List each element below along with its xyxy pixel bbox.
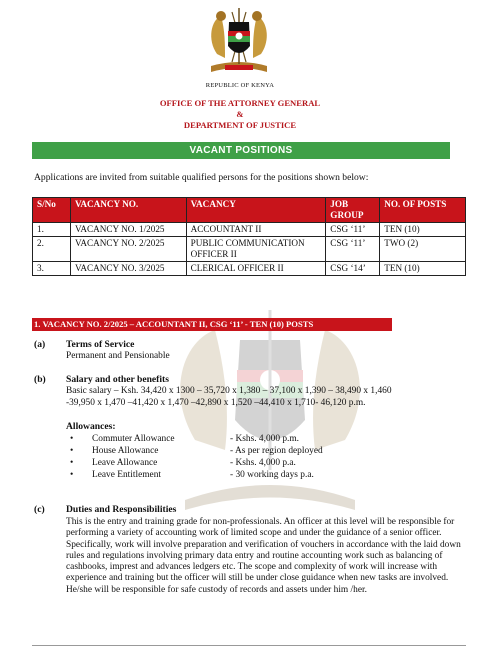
cell-posts: TEN (10) [380,262,466,276]
table-row [33,237,466,262]
salary-line-1: Basic salary – Ksh. 34,420 x 1300 – 35,720 x 1,380 – 37,100 x 1,390 – 38,490 x 1,460 [66,386,392,396]
terms-text: Permanent and Pensionable [66,351,170,361]
cell-vacancy: PUBLIC COMMUNICATION OFFICER II [186,237,326,262]
cell-job-group: CSG ‘11’ [326,223,380,237]
ampersand: & [236,109,244,119]
cell-vacancy: CLERICAL OFFICER II [186,262,326,276]
section-title-banner: 1. VACANCY NO. 2/2025 – ACCOUNTANT II, CSG ‘11’ - TEN (10) POSTS [32,318,392,331]
bullet-icon: • [70,458,74,468]
salary-line-2: -39,950 x 1,470 –41,420 x 1,470 –42,890 x 1,520 –44,410 x 1,710- 46,120 p.m. [66,398,366,408]
cell-vacancy-no: VACANCY NO. 1/2025 [70,223,186,237]
duties-label: (c) [34,504,45,515]
allowance-name: Commuter Allowance [92,434,175,444]
cell-job-group: CSG ‘14’ [326,262,380,276]
allowance-name: Leave Entitlement [92,470,161,480]
republic-label: REPUBLIC OF KENYA [205,82,275,89]
table-row [33,223,466,237]
coat-of-arms-icon [205,6,273,78]
salary-heading: Salary and other benefits [66,374,169,385]
header-no-of-posts: NO. OF POSTS [380,198,466,223]
cell-sno: 1. [33,223,71,237]
terms-heading: Terms of Service [66,339,135,350]
office-title: OFFICE OF THE ATTORNEY GENERAL [159,98,321,108]
watermark-coat-of-arms-icon [155,300,385,520]
bullet-icon: • [70,446,74,456]
cell-vacancy-no: VACANCY NO. 3/2025 [70,262,186,276]
header-job-group: JOB GROUP [326,198,380,223]
cell-vacancy-no: VACANCY NO. 2/2025 [70,237,186,262]
cell-vacancy: ACCOUNTANT II [186,223,326,237]
header-sno: S/No [33,198,71,223]
allowance-name: Leave Allowance [92,458,158,468]
vacancies-table [32,197,466,276]
allowance-value: - As per region deployed [230,446,323,456]
table-row [33,262,466,276]
duties-heading: Duties and Responsibilities [66,504,177,515]
salary-label: (b) [34,374,46,385]
header-vacancy-no: VACANCY NO. [70,198,186,223]
cell-sno: 3. [33,262,71,276]
allowances-heading: Allowances: [66,421,116,432]
allowance-value: - Kshs. 4,000 p.m. [230,434,300,444]
terms-label: (a) [34,339,46,350]
allowance-value: - 30 working days p.a. [230,470,314,480]
intro-text: Applications are invited from suitable qualified persons for the positions shown below: [34,172,369,183]
bullet-icon: • [70,434,74,444]
department-title: DEPARTMENT OF JUSTICE [183,120,297,130]
bullet-icon: • [70,470,74,480]
cell-posts: TWO (2) [380,237,466,262]
header-vacancy: VACANCY [186,198,326,223]
vacant-positions-banner: VACANT POSITIONS [32,142,450,159]
cell-job-group: CSG ‘11’ [326,237,380,262]
allowance-name: House Allowance [92,446,159,456]
cell-sno: 2. [33,237,71,262]
allowance-value: - Kshs. 4,000 p.a. [230,458,296,468]
cell-posts: TEN (10) [380,223,466,237]
table-header-row [33,198,466,223]
footer-divider [32,645,466,646]
duties-text: This is the entry and training grade for non-professionals. An officer at this level will be responsible for performing a variety of accounting work of limited scope and under the guidance of a senior officer. Specifically, work will involve preparation and verification of vouchers in accordance with the laid down rules and regulations involving primary data entry and routine accounting work such as balancing of cashbooks, imprest and advances ledgers etc. The scope and complexity of work will increase with experience and training but the officer will still be under close guidance when new tasks are involved. He/she will be responsible for safe custody of records and assets under him /her. [66,517,461,595]
